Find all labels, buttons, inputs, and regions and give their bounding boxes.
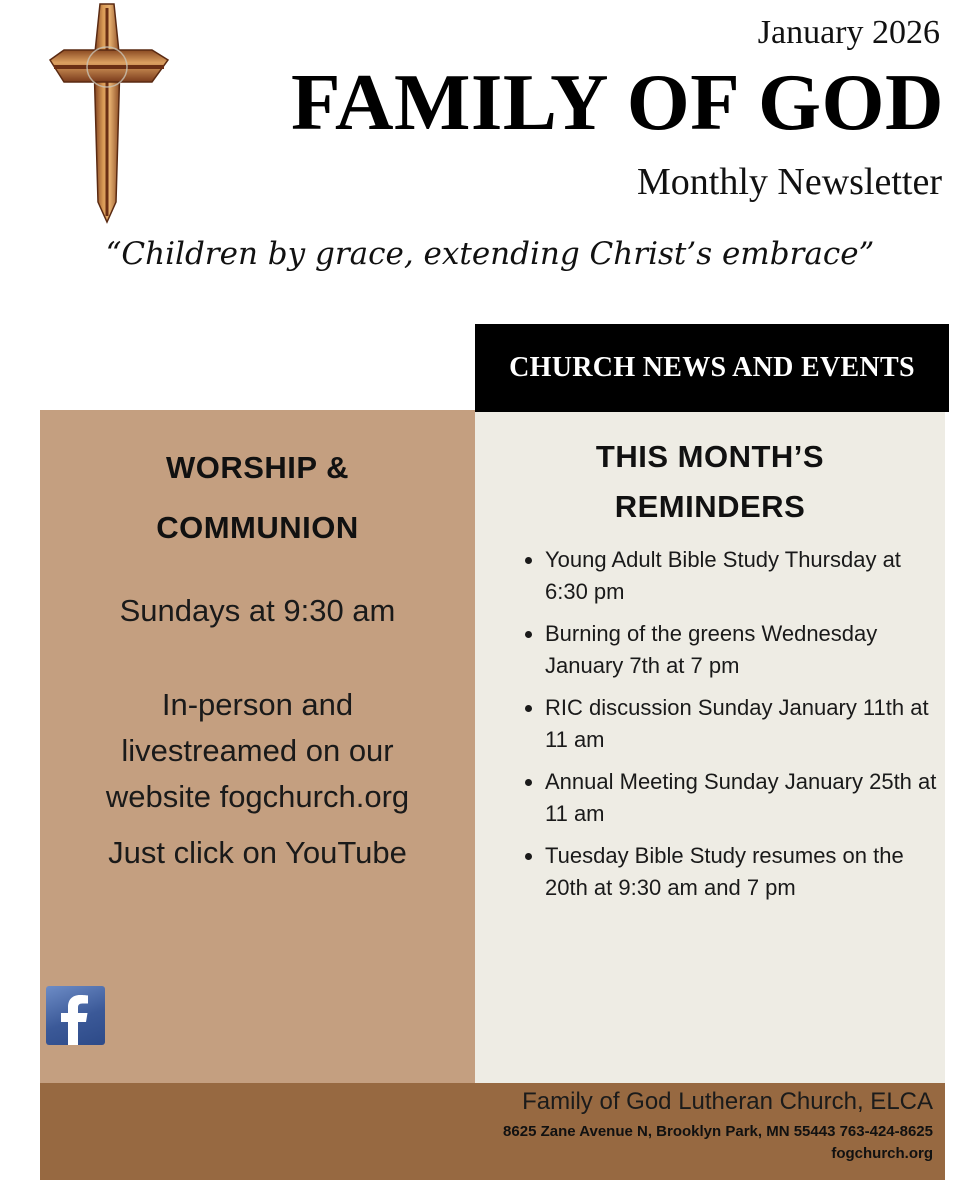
youtube-instruction: Just click on YouTube xyxy=(108,835,407,870)
reminders-heading-line: THIS MONTH’S xyxy=(595,439,825,474)
facebook-icon[interactable] xyxy=(46,986,105,1045)
worship-heading xyxy=(40,438,475,558)
reminder-item: • RIC discussion Sunday January 11th at 11 am xyxy=(545,692,945,756)
reminders-list xyxy=(519,544,945,914)
livestream-line: In-person and xyxy=(161,687,354,722)
newsletter-title: FAMILY OF GOD xyxy=(291,57,944,147)
reminders-heading xyxy=(475,432,945,532)
footer-address: 8625 Zane Avenue N, Brooklyn Park, MN 55443 763-424-8625 xyxy=(503,1123,933,1140)
reminders-panel xyxy=(475,412,945,1083)
cross-logo-icon xyxy=(44,2,172,224)
livestream-info xyxy=(40,682,475,820)
reminder-item: • Young Adult Bible Study Thursday at 6:30 pm xyxy=(545,544,945,608)
footer-band xyxy=(40,1083,945,1180)
church-motto: “Children by grace, extending Christ’s embrace” xyxy=(105,236,875,272)
newsletter-date: January 2026 xyxy=(757,14,940,51)
livestream-line: livestreamed on our xyxy=(121,733,394,768)
footer-website[interactable]: fogchurch.org xyxy=(831,1145,933,1162)
reminder-item: • Burning of the greens Wednesday January 7th at 7 pm xyxy=(545,618,945,682)
livestream-line: website fogchurch.org xyxy=(105,779,410,814)
worship-heading-line: WORSHIP & xyxy=(165,450,350,485)
worship-times: Sundays at 9:30 am xyxy=(119,593,396,628)
footer-church-name: Family of God Lutheran Church, ELCA xyxy=(522,1088,933,1115)
news-events-header: CHURCH NEWS AND EVENTS xyxy=(475,324,949,412)
worship-panel xyxy=(40,410,475,1083)
reminders-heading-line: REMINDERS xyxy=(614,489,806,524)
reminder-item: • Tuesday Bible Study resumes on the 20th at 9:30 am and 7 pm xyxy=(545,840,945,904)
reminder-item: • Annual Meeting Sunday January 25th at 11 am xyxy=(545,766,945,830)
worship-heading-line: COMMUNION xyxy=(156,510,359,545)
newsletter-subtitle: Monthly Newsletter xyxy=(636,161,942,203)
